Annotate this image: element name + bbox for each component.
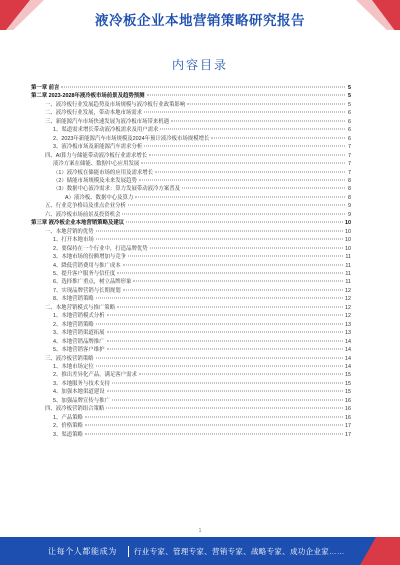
toc-leader-dots: [107, 332, 343, 333]
toc-entry-title: 3、渠道策略: [53, 431, 83, 438]
toc-entry[interactable]: [31, 152, 351, 160]
toc-entry[interactable]: [31, 388, 351, 396]
toc-leader-dots: [160, 129, 345, 130]
toc-leader-dots: [123, 264, 344, 265]
toc-entry[interactable]: [31, 304, 351, 312]
toc-entry-title: 液冷方案在储能、数据中心应用发展: [53, 161, 140, 168]
toc-leader-dots: [171, 120, 345, 121]
toc-entry[interactable]: [31, 363, 351, 371]
toc-entry[interactable]: [31, 135, 351, 143]
toc-entry-title: 一、本地营销的优势: [45, 228, 94, 235]
toc-entry-title: 4、本地营销品牌推广: [53, 338, 105, 345]
toc-entry[interactable]: [31, 422, 351, 430]
toc-entry-title: 5、本地营销客户维护: [53, 347, 105, 354]
toc-entry-page: 6: [348, 118, 351, 125]
toc-leader-dots: [187, 103, 345, 104]
toc-entry[interactable]: [31, 126, 351, 134]
toc-entry-title: 三、液冷板营销策略: [45, 355, 94, 362]
table-of-contents: [31, 84, 351, 439]
toc-leader-dots: [122, 213, 345, 214]
report-title: 液冷板企业本地营销策略研究报告: [95, 13, 305, 28]
toc-entry-title: 3、本地服务与技术支持: [53, 380, 110, 387]
toc-entry-title: 4、加强本地渠道建设: [53, 389, 105, 396]
toc-entry[interactable]: [31, 177, 351, 185]
toc-entry-page: 15: [345, 372, 351, 379]
toc-entry-page: 15: [345, 389, 351, 396]
toc-entry-title: 三、新能源汽车市场快速发展为液冷板市场带来机遇: [45, 118, 169, 125]
header-banner: [0, 0, 400, 30]
toc-entry-page: 5: [348, 101, 351, 108]
toc-entry-page: 14: [345, 347, 351, 354]
toc-leader-dots: [128, 256, 343, 257]
toc-leader-dots: [107, 340, 343, 341]
toc-leader-dots: [211, 137, 345, 138]
page-number: 1: [198, 528, 202, 534]
toc-entry-title: 第一章 前言: [31, 85, 60, 91]
toc-entry[interactable]: [31, 321, 351, 329]
toc-leader-dots: [123, 289, 343, 290]
toc-entry-page: 14: [345, 338, 351, 345]
toc-entry-title: 2、推出差异化产品，满足客户需求: [53, 372, 137, 379]
toc-entry-page: 9: [348, 211, 351, 218]
toc-entry-title: 1、渠道需求增长带动液冷板需求及用户需求: [53, 127, 159, 134]
toc-entry-title: 1、本地营销模式分析: [53, 313, 105, 320]
toc-entry[interactable]: [31, 262, 351, 270]
toc-leader-dots: [155, 171, 345, 172]
toc-entry-title: 3、本地市场的份额增加与竞争: [53, 254, 127, 261]
toc-leader-dots: [149, 154, 345, 155]
footer-slogan-left: 让每个人都能成为: [48, 547, 117, 556]
toc-heading: 内容目录: [171, 58, 228, 72]
footer-slogan-right: 行业专家、管理专家、营销专家、战略专家、成功企业家……: [134, 547, 345, 556]
toc-entry[interactable]: [31, 414, 351, 422]
toc-leader-dots: [61, 87, 345, 88]
toc-entry[interactable]: [31, 397, 351, 405]
toc-leader-dots: [96, 357, 343, 358]
toc-leader-dots: [85, 433, 343, 434]
toc-leader-dots: [144, 146, 345, 147]
toc-entry[interactable]: [31, 346, 351, 354]
toc-entry-page: 12: [345, 296, 351, 303]
toc-entry-title: 3、本地营销渠道拓展: [53, 330, 105, 337]
toc-leader-dots: [147, 95, 345, 96]
toc-entry-title: 7、实现品牌营销与长期规划: [53, 287, 121, 294]
toc-leader-dots: [112, 382, 343, 383]
toc-entry-title: A）液冷板、数据中心及算力: [65, 194, 134, 201]
toc-entry-page: 10: [345, 228, 351, 235]
toc-entry[interactable]: [31, 118, 351, 126]
toc-entry-title: 二、液冷板行业发展，带动本地市场需求: [45, 110, 143, 117]
toc-entry-title: 8、本地营销策略: [53, 296, 94, 303]
toc-entry-page: 10: [345, 245, 351, 252]
toc-entry-page: 12: [345, 313, 351, 320]
toc-entry[interactable]: [31, 270, 351, 278]
toc-entry-title: 四、AI算力与储能带动液冷板行业需求增长: [45, 152, 148, 159]
toc-leader-dots: [141, 163, 345, 164]
toc-entry-page: 10: [345, 220, 351, 227]
toc-leader-dots: [112, 399, 343, 400]
toc-leader-dots: [135, 196, 345, 197]
toc-entry-title: 6、选择推广重点，树立品牌形象: [53, 279, 132, 286]
toc-entry[interactable]: [31, 278, 351, 286]
toc-entry-page: 7: [348, 169, 351, 176]
toc-leader-dots: [96, 239, 343, 240]
toc-entry-page: 5: [348, 85, 351, 91]
toc-entry[interactable]: [31, 143, 351, 151]
toc-entry-title: 5、提升客户服务与信任度: [53, 270, 116, 277]
toc-entry-title: 1、打开本地市场: [53, 237, 94, 244]
toc-entry-page: 11: [345, 262, 351, 269]
toc-leader-dots: [96, 230, 343, 231]
toc-entry[interactable]: [31, 405, 351, 413]
toc-entry[interactable]: [31, 228, 351, 236]
toc-entry-title: （2）储能市场规模及未来发展趋势: [53, 177, 137, 184]
toc-entry-page: 12: [345, 287, 351, 294]
toc-entry-title: 第三章 液冷板企业本地营销策略及建议: [31, 220, 125, 227]
toc-entry-page: 16: [345, 397, 351, 404]
toc-entry-title: （3）数据中心液冷需求：算力发展带动液冷方案普及: [53, 186, 180, 193]
toc-leader-dots: [128, 205, 345, 206]
toc-entry-title: 2、2023年新能源汽车市场规模及2024年预计液冷板市场规模增长: [53, 135, 210, 142]
toc-entry[interactable]: [31, 329, 351, 337]
toc-entry-page: 12: [345, 304, 351, 311]
toc-leader-dots: [139, 179, 345, 180]
toc-entry-page: 6: [348, 135, 351, 142]
toc-entry[interactable]: [31, 295, 351, 303]
toc-entry-page: 5: [348, 93, 351, 100]
toc-entry-title: 1、产品策略: [53, 414, 83, 421]
toc-entry-title: 四、液冷板营销组合策略: [45, 406, 105, 413]
toc-entry-page: 14: [345, 363, 351, 370]
toc-entry-page: 13: [345, 330, 351, 337]
toc-entry-title: 二、本地营销模式与推广策略: [45, 304, 116, 311]
toc-entry[interactable]: [31, 202, 351, 210]
toc-entry-page: 9: [348, 203, 351, 210]
toc-leader-dots: [107, 391, 343, 392]
toc-entry[interactable]: [31, 371, 351, 379]
toc-leader-dots: [96, 298, 343, 299]
toc-leader-dots: [139, 374, 343, 375]
toc-entry-title: （1）液冷板在储能市场的应用及需求增长: [53, 169, 154, 176]
toc-entry-page: 17: [345, 423, 351, 430]
toc-entry[interactable]: [31, 169, 351, 177]
toc-entry-title: 2、要保持在一个行业中，打造品牌优势: [53, 245, 148, 252]
toc-leader-dots: [107, 315, 343, 316]
toc-entry[interactable]: [31, 219, 351, 227]
toc-leader-dots: [107, 349, 343, 350]
toc-entry-title: 1、本地市场定位: [53, 363, 94, 370]
toc-entry-page: 10: [345, 237, 351, 244]
toc-entry[interactable]: [31, 84, 351, 92]
toc-entry-title: 第二章 2023-2028年液冷板市场前景及趋势预测: [31, 93, 145, 100]
toc-entry-page: 8: [348, 177, 351, 184]
toc-entry-page: 11: [345, 279, 351, 286]
toc-entry-page: 7: [348, 144, 351, 151]
toc-entry-page: 13: [345, 321, 351, 328]
footer-decoration: [360, 537, 400, 565]
toc-entry-page: 11: [345, 270, 351, 277]
toc-entry-page: 16: [345, 406, 351, 413]
toc-entry[interactable]: [31, 109, 351, 117]
toc-leader-dots: [96, 323, 343, 324]
toc-leader-dots: [117, 272, 343, 273]
toc-entry[interactable]: [31, 211, 351, 219]
footer-banner: [0, 537, 400, 565]
toc-entry[interactable]: [31, 287, 351, 295]
toc-entry[interactable]: [31, 236, 351, 244]
toc-entry-page: 8: [348, 194, 351, 201]
toc-leader-dots: [96, 365, 343, 366]
footer-divider: [128, 546, 129, 557]
toc-entry-page: 11: [345, 254, 351, 261]
toc-leader-dots: [126, 222, 343, 223]
toc-entry-page: 6: [348, 127, 351, 134]
toc-entry-page: 16: [345, 414, 351, 421]
toc-leader-dots: [182, 188, 345, 189]
toc-entry[interactable]: [31, 312, 351, 320]
toc-entry-page: 7: [348, 161, 351, 168]
toc-entry-page: 14: [345, 355, 351, 362]
toc-entry-page: 7: [348, 152, 351, 159]
toc-entry-title: 4、降低营销费用与推广成本: [53, 262, 121, 269]
toc-entry-page: 6: [348, 110, 351, 117]
toc-entry[interactable]: [31, 380, 351, 388]
toc-entry-title: 5、加强品牌宣传与推广: [53, 397, 110, 404]
toc-entry[interactable]: [31, 185, 351, 193]
toc-entry[interactable]: [31, 338, 351, 346]
toc-entry-page: 15: [345, 380, 351, 387]
toc-leader-dots: [85, 425, 343, 426]
toc-entry-title: 2、价格策略: [53, 423, 83, 430]
toc-entry[interactable]: [31, 101, 351, 109]
toc-entry-title: 六、液冷板市场前景及投资机会: [45, 211, 121, 218]
toc-entry[interactable]: [31, 245, 351, 253]
toc-leader-dots: [150, 247, 343, 248]
toc-leader-dots: [106, 408, 343, 409]
toc-entry[interactable]: [31, 253, 351, 261]
toc-leader-dots: [85, 416, 343, 417]
toc-entry-title: 2、本地营销策略: [53, 321, 94, 328]
toc-entry[interactable]: [31, 92, 351, 100]
toc-entry-title: 五、行业竞争格局及重点企业分析: [45, 203, 126, 210]
toc-entry-title: 一、液冷板行业发展趋势及市场规模与液冷板行业政策影响: [45, 101, 186, 108]
toc-entry-page: 17: [345, 431, 351, 438]
toc-leader-dots: [144, 112, 345, 113]
toc-entry[interactable]: [31, 355, 351, 363]
toc-leader-dots: [133, 281, 343, 282]
toc-entry[interactable]: [31, 431, 351, 439]
toc-entry-title: 3、液冷板市场及新能源汽车需求分析: [53, 144, 143, 151]
toc-entry-page: 8: [348, 186, 351, 193]
toc-entry[interactable]: [31, 160, 351, 168]
toc-entry[interactable]: [31, 194, 351, 202]
toc-leader-dots: [117, 306, 343, 307]
